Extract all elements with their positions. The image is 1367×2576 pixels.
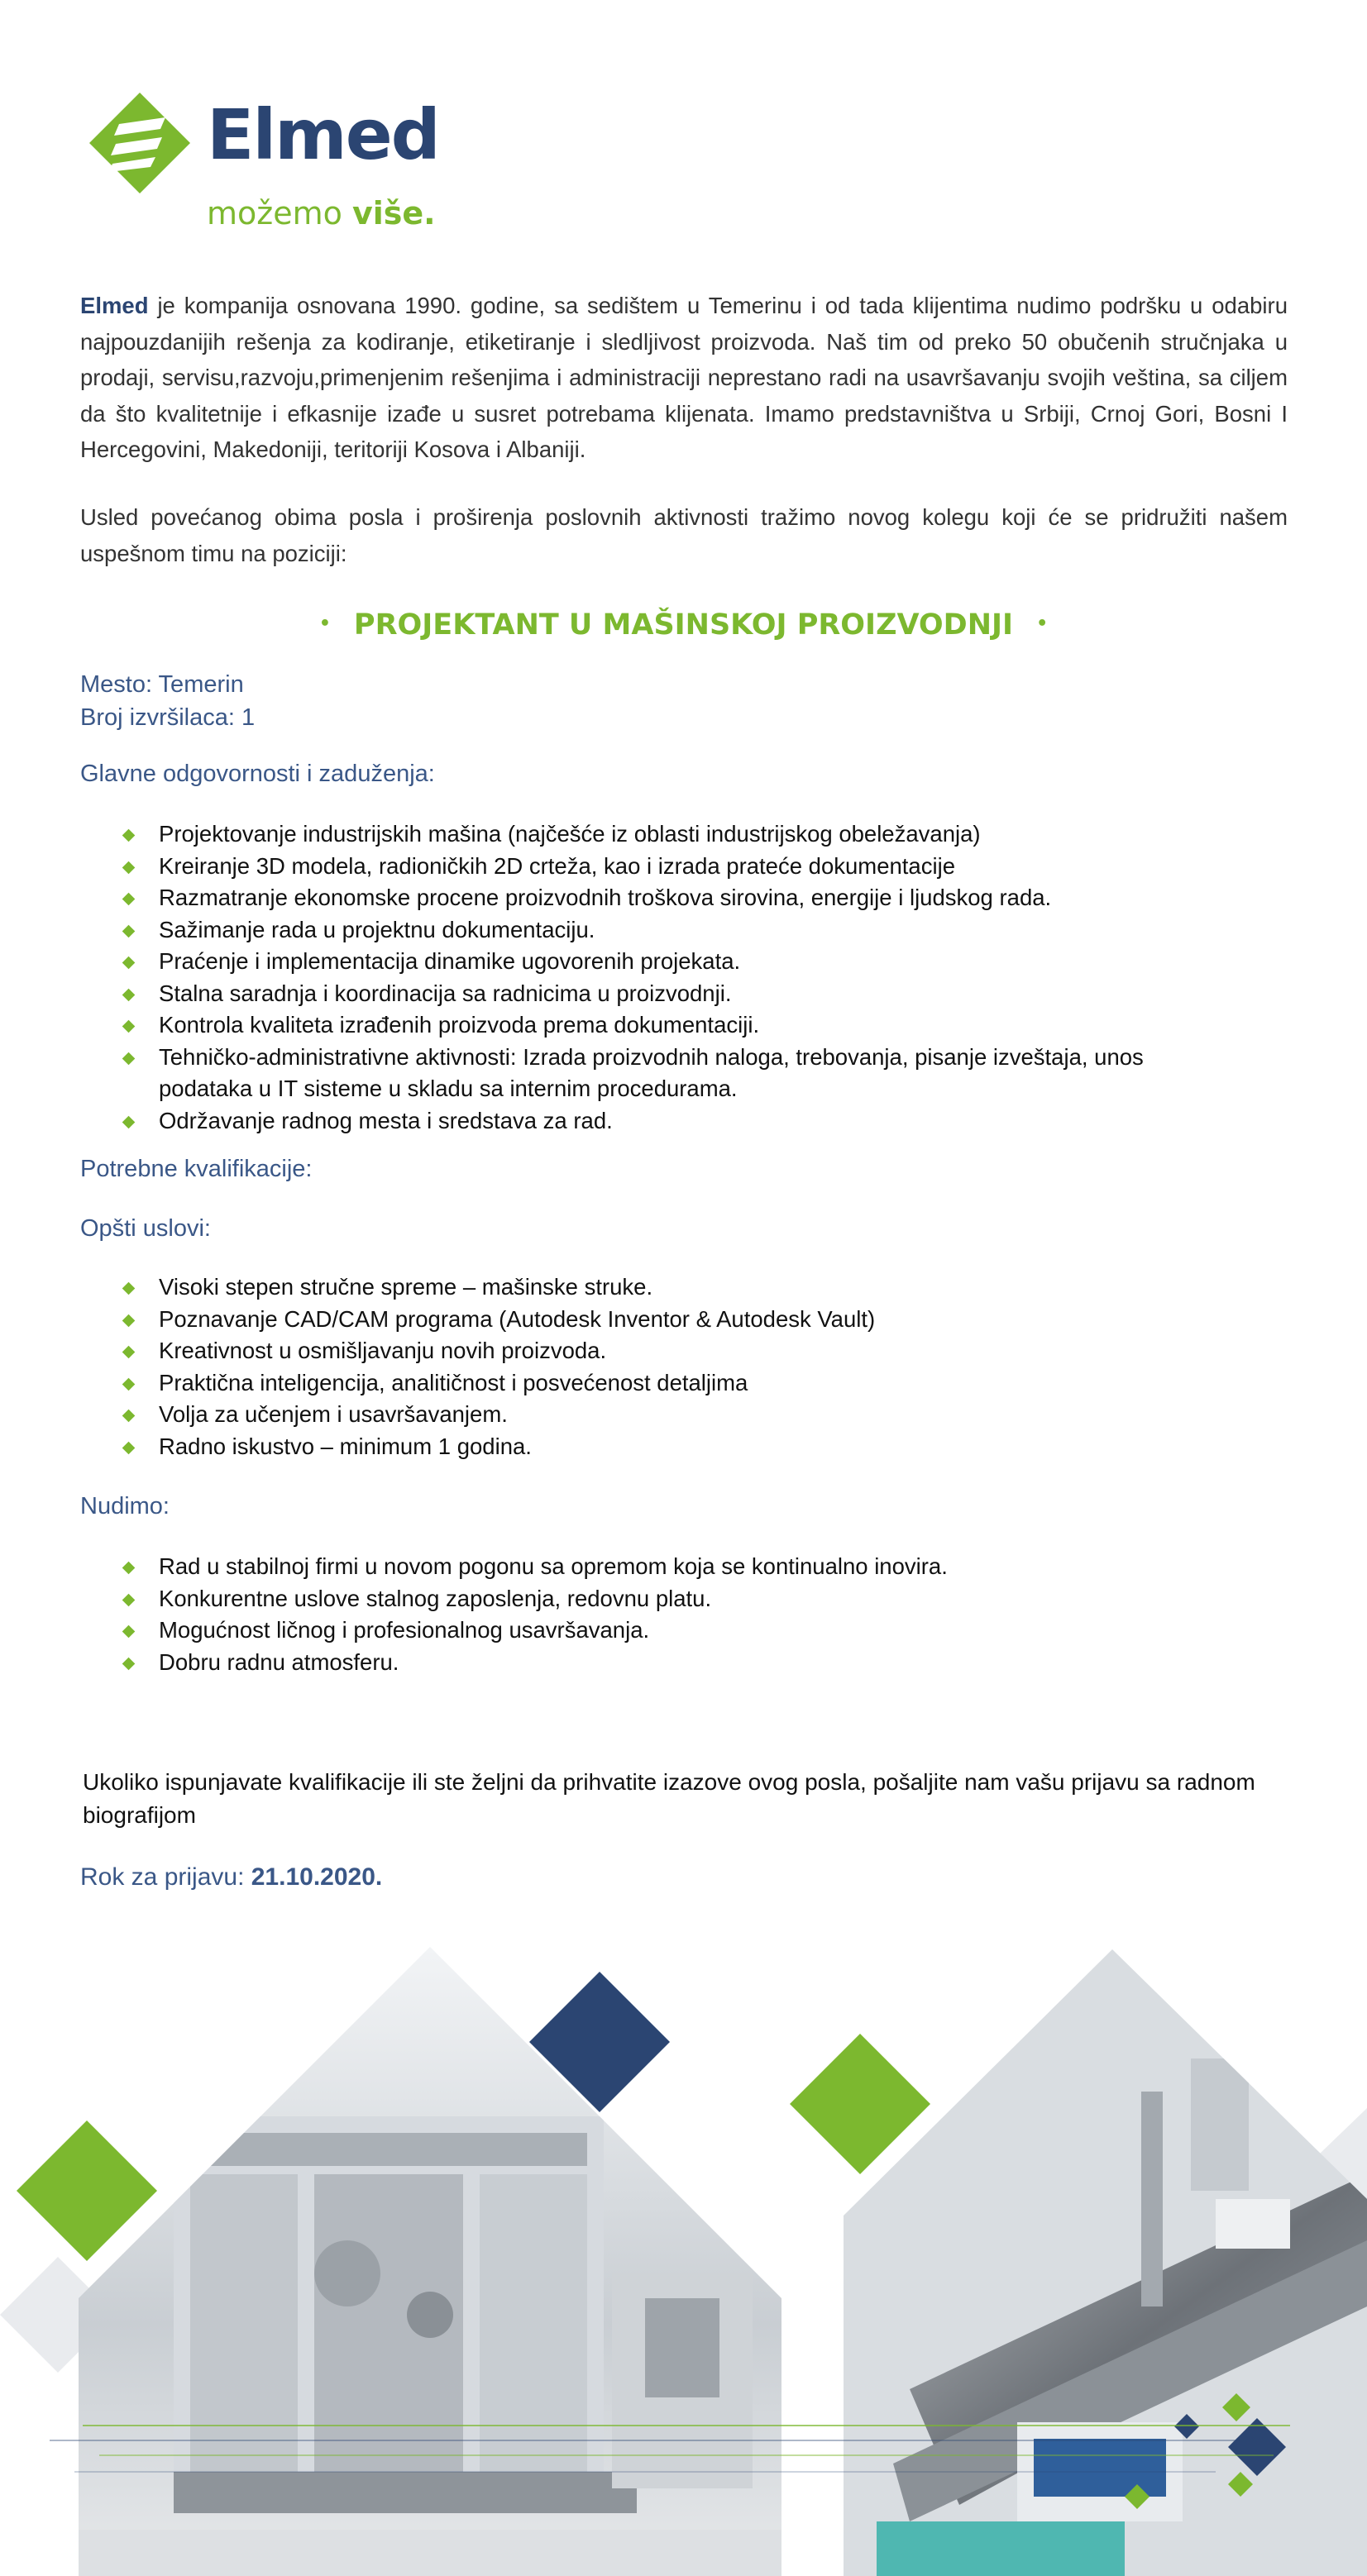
green-diamond-left [17,2120,157,2261]
logo-wordmark: Elmed [207,94,439,175]
list-item: Kreiranje 3D modela, radioničkih 2D crteža, kao i izrada prateće dokumentacije [124,851,1183,883]
logo-tagline-bold: više. [351,195,436,231]
list-item: Mogućnost ličnog i profesionalnog usavršavanja. [124,1615,1199,1647]
qualifications-heading: Potrebne kvalifikacije: [80,1156,313,1182]
logo-tagline [207,195,436,231]
intro-brand: Elmed [80,293,149,318]
deadline-date: 21.10.2020. [251,1863,383,1891]
intro-text: je kompanija osnovana 1990. godine, sa sedištem u Temerinu i od tada klijentima nudimo podršku u odabiru najpouzdanijih rešenja za kodiranje, etiketiranje i sledljivost proizvoda. Naš tim od preko 50 obučenih stručnjaka u prodaji, servisu,razvoju,primenjenim rešenjima i administraciji neprestano radi na usavršavanju svojih veština, sa ciljem da što kvalitetnije i efkasnije izađe u susret potrebama klijenata. Imamo predstavništva u Srbiji, Crnoj Gori, Bosni I Hercegovini, Makedoniji, teritoriji Kosova i Albaniji. [80,293,1288,462]
list-item: Praćenje i implementacija dinamike ugovorenih projekata. [124,946,1183,978]
list-item: Tehničko-administrativne aktivnosti: Izrada proizvodnih naloga, trebovanja, pisanje izveštaja, unos podataka u IT sisteme u skladu sa internim procedurama. [124,1042,1183,1105]
list-item: Radno iskustvo – minimum 1 godina. [124,1431,1199,1463]
list-item: Kreativnost u osmišljavanju novih proizvoda. [124,1335,1199,1367]
list-item: Sažimanje rada u projektnu dokumentaciju. [124,914,1183,947]
offer-list [124,1551,1199,1678]
elmed-logo-icon [86,89,194,197]
footer-machinery-artwork [0,1926,1367,2576]
job-location: Mesto: Temerin [80,671,244,698]
offer-heading: Nudimo: [80,1493,170,1519]
list-item: Projektovanje industrijskih mašina (najčešće iz oblasti industrijskog obeležavanja) [124,818,1183,851]
position-title-text: PROJEKTANT U MAŠINSKOJ PROIZVODNJI [353,608,1014,642]
list-item: Konkurentne uslove stalnog zaposlenja, redovnu platu. [124,1583,1199,1615]
list-item: Održavanje radnog mesta i sredstava za rad. [124,1105,1183,1138]
list-item: Praktična inteligencija, analitičnost i posvećenost detaljima [124,1367,1199,1400]
list-item: Visoki stepen stručne spreme – mašinske struke. [124,1271,1199,1304]
list-item: Stalna saradnja i koordinacija sa radnicima u proizvodnji. [124,978,1183,1010]
machinery-photo-right [844,1949,1367,2576]
list-item: Volja za učenjem i usavršavanjem. [124,1399,1199,1431]
bullet-dot-icon: • [318,613,331,634]
deadline-label: Rok za prijavu: [80,1863,251,1891]
bullet-dot-icon: • [1036,613,1049,634]
elmed-logo [86,86,450,243]
intro-paragraph [80,288,1288,468]
position-title [0,608,1367,642]
list-item: Poznavanje CAD/CAM programa (Autodesk Inventor & Autodesk Vault) [124,1304,1199,1336]
logo-tagline-prefix: možemo [207,195,342,231]
intro-paragraph-2: Usled povećanog obima posla i proširenja poslovnih aktivnosti tražimo novog kolegu koji će se pridružiti našem uspešnom timu na poziciji: [80,504,1288,566]
responsibilities-heading: Glavne odgovornosti i zaduženja: [80,761,435,787]
list-item: Rad u stabilnoj firmi u novom pogonu sa opremom koja se kontinualno inovira. [124,1551,1199,1583]
machinery-photo-left [79,1947,781,2576]
application-deadline [80,1863,1288,1891]
list-item: Dobru radnu atmosferu. [124,1647,1199,1679]
list-item: Razmatranje ekonomske procene proizvodnih troškova sirovina, energije i ljudskog rada. [124,882,1183,914]
job-count: Broj izvršilaca: 1 [80,704,256,731]
qualifications-list [124,1271,1199,1462]
job-meta [80,668,1288,734]
general-conditions-heading: Opšti uslovi: [80,1215,211,1242]
list-item: Kontrola kvaliteta izrađenih proizvoda prema dokumentaciji. [124,1009,1183,1042]
responsibilities-list [124,818,1183,1137]
apply-instructions: Ukoliko ispunjavate kvalifikacije ili ste željni da prihvatite izazove ovog posla, pošaljite nam vašu prijavu sa radnom biografijom [83,1769,1255,1828]
